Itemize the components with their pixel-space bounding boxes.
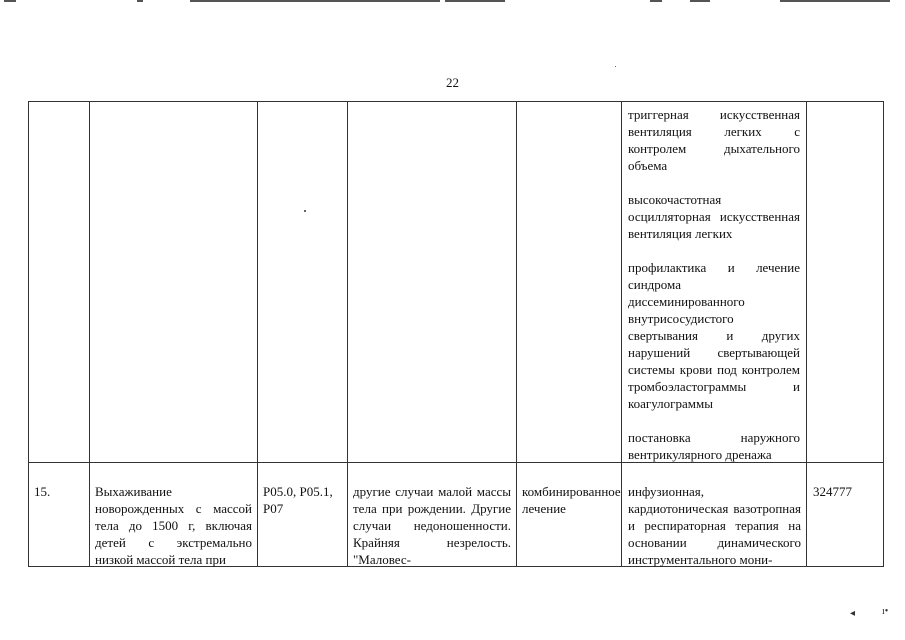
method-text: постановка наружного вентрикулярного дренажа (628, 430, 800, 462)
scan-artifact-line (650, 0, 662, 2)
icd-codes-cell: P05.0, P05.1, P07 (263, 484, 333, 516)
scan-mark: ı• (882, 606, 889, 617)
column-divider (28, 101, 29, 567)
column-divider (89, 101, 90, 567)
page-number: 22 (446, 75, 459, 90)
scan-artifact-line (445, 0, 505, 2)
upper-row-methods-cell (628, 106, 800, 463)
treatment-method-cell: инфузионная, кардиотоническая вазотропная и респираторная терапия на основании динамического инструментального мони- (628, 484, 801, 567)
scan-artifact-line (4, 0, 16, 2)
column-divider (621, 101, 622, 567)
scan-speck (615, 66, 616, 67)
care-profile-name-cell: Выхаживание новорожденных с массой тела до 1500 г, включая детей с экстремально низкой массой тела при (95, 484, 252, 567)
scan-artifact-line (690, 0, 710, 2)
row-number-cell: 15. (34, 484, 51, 499)
table-border-top (28, 101, 884, 102)
column-divider (516, 101, 517, 567)
column-divider (806, 101, 807, 567)
scan-artifact-line (137, 0, 143, 2)
treatment-type-cell: комбинированное лечение (522, 484, 621, 516)
patient-model-cell: другие случаи малой массы тела при рождении. Другие случаи недоношенности. Крайняя незрелость. "Маловес- (353, 484, 511, 567)
method-text: профилактика и лечение синдрома диссеминированного внутрисосудистого свертывания и других нарушений свертывающей системы крови под контролем тромбоэластограммы и коагулограммы (628, 260, 800, 411)
financial-norm-cell: 324777 (813, 484, 852, 499)
column-divider (883, 101, 884, 567)
scan-speck (304, 210, 306, 212)
scan-artifact-line (780, 0, 890, 2)
scan-mark: ◂ (850, 608, 856, 619)
column-divider (257, 101, 258, 567)
method-text: триггерная искусственная вентиляция легких с контролем дыхательного объема (628, 107, 800, 173)
method-text: высокочастотная осцилляторная искусственная вентиляция легких (628, 192, 800, 241)
column-divider (347, 101, 348, 567)
scan-artifact-line (190, 0, 440, 2)
